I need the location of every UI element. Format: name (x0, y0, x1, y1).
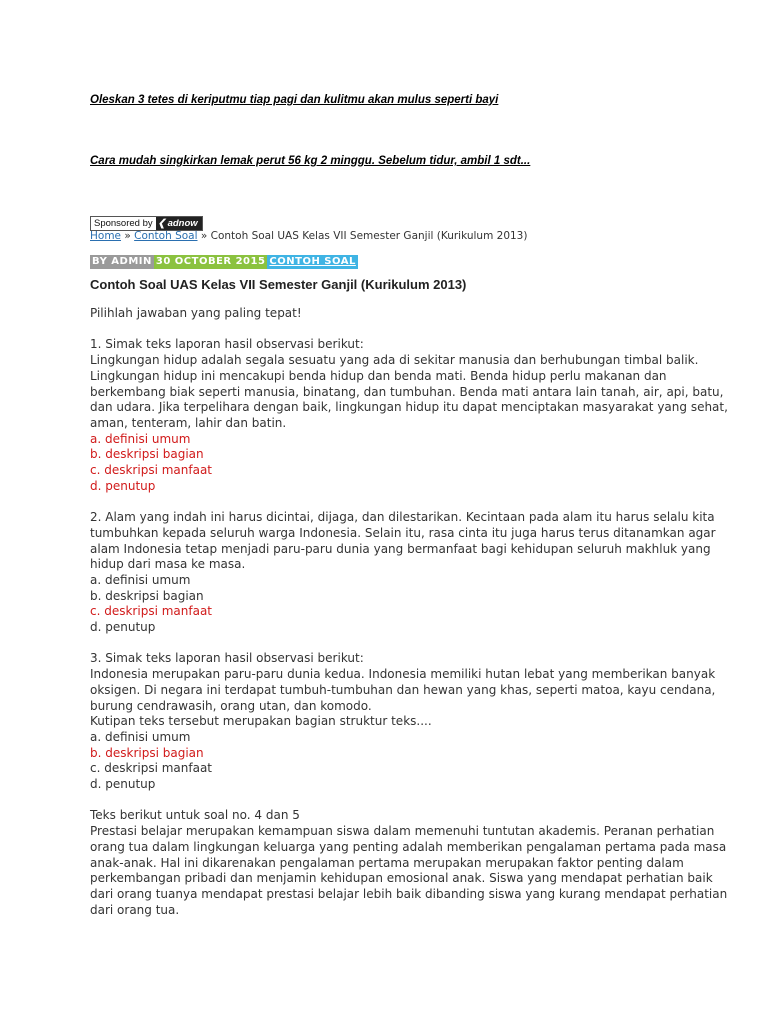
question-2-text: hidup dari masa ke masa. (90, 557, 246, 572)
question-3-text: Indonesia merupakan paru-paru dunia kedua. Indonesia memiliki hutan lebat yang memberikan banyak (90, 667, 716, 682)
question-2-text: alam Indonesia tetap menjadi paru-paru dunia yang bermanfaat bagi kehidupan seluruh makhluk yang (90, 541, 711, 556)
post-category-link[interactable]: CONTOH SOAL (269, 256, 356, 267)
post-meta (90, 255, 358, 269)
question-1-text: berkembang biak seperti manusia, binatang, dan tumbuhan. Benda mati antara lain tanah, air, api, batu, (90, 384, 724, 399)
passage-4-5-text: dari orang tua. (90, 902, 180, 917)
breadcrumb-separator: » (197, 230, 211, 242)
question-1-option-d: d. penutup (90, 478, 156, 493)
question-3-option-c: c. deskripsi manfaat (90, 761, 212, 776)
question-3-text: burung cendrawasih, orang utan, dan komodo. (90, 698, 372, 713)
passage-4-5-text: dari orang tuanya mendapat prestasi belajar lebih baik dibanding siswa yang kurang mendapat perhatian (90, 886, 728, 901)
sponsored-by-adnow-badge[interactable] (90, 216, 203, 231)
adnow-logo (156, 217, 202, 230)
post-date-label[interactable]: 30 OCTOBER 2015 (155, 256, 266, 267)
instruction-text: Pilihlah jawaban yang paling tepat! (90, 306, 302, 320)
question-1-text: aman, tenteram, lahir dan batin. (90, 415, 287, 430)
ad-link-belly-fat[interactable]: Cara mudah singkirkan lemak perut 56 kg 2 minggu. Sebelum tidur, ambil 1 sdt... (90, 155, 531, 167)
question-3-text: oksigen. Di negara ini terdapat tumbuh-tumbuhan dan hewan yang khas, seperti matoa, kayu cendana, (90, 682, 716, 697)
passage-4-5-text: anak-anak. Hal ini dikarenakan pengalaman pertama merupakan merupakan faktor penting dalam (90, 855, 684, 870)
question-1-text: dan udara. Jika terpelihara dengan baik, lingkungan hidup itu dapat menciptakan masyarakat yang sehat, (90, 400, 728, 415)
breadcrumb-category-link[interactable]: Contoh Soal (134, 230, 198, 242)
adnow-brand-text: adnow (167, 218, 198, 229)
post-author-label[interactable]: BY ADMIN (92, 256, 152, 267)
passage-4-5-heading: Teks berikut untuk soal no. 4 dan 5 (90, 808, 300, 823)
breadcrumb-current: Contoh Soal UAS Kelas VII Semester Ganjil (Kurikulum 2013) (210, 230, 528, 242)
question-1-option-b: b. deskripsi bagian (90, 447, 204, 462)
question-1-option-a: a. definisi umum (90, 431, 191, 446)
ad-link-wrinkle[interactable]: Oleskan 3 tetes di keriputmu tiap pagi dan kulitmu akan mulus seperti bayi (90, 94, 499, 106)
passage-4-5-text: Prestasi belajar merupakan kemampuan siswa dalam memenuhi tuntutan akademis. Peranan perhatian (90, 824, 715, 839)
question-2-option-c-answer: c. deskripsi manfaat (90, 604, 212, 619)
question-3-heading: 3. Simak teks laporan hasil observasi berikut: (90, 651, 364, 666)
question-1-option-c: c. deskripsi manfaat (90, 463, 212, 478)
question-2-option-d: d. penutup (90, 620, 156, 635)
question-1-text: Lingkungan hidup adalah segala sesuatu yang ada di sekitar manusia dan berhubungan timbal balik. (90, 353, 699, 368)
sponsored-by-label: Sponsored by (91, 217, 156, 230)
question-2-text: tumbuhkan kepada seluruh warga Indonesia. Selain itu, rasa cinta itu juga harus terus ditanamkan agar (90, 525, 716, 540)
breadcrumb-separator: » (121, 230, 135, 242)
post-content (90, 306, 728, 918)
question-2-option-b: b. deskripsi bagian (90, 588, 204, 603)
breadcrumb (90, 230, 527, 242)
adnow-logo-icon: ❮ (157, 218, 166, 229)
question-3-text: Kutipan teks tersebut merupakan bagian struktur teks.... (90, 714, 432, 729)
question-3-option-a: a. definisi umum (90, 729, 191, 744)
passage-4-5-text: perkembangan pribadi dan menjamin kehidupan emosional anak. Siswa yang mendapat perhatian baik (90, 871, 713, 886)
question-3-option-b-answer: b. deskripsi bagian (90, 745, 204, 760)
question-2-text: 2. Alam yang indah ini harus dicintai, dijaga, dan dilestarikan. Kecintaan pada alam itu harus selalu kita (90, 510, 715, 525)
question-2-option-a: a. definisi umum (90, 572, 191, 587)
question-1-text: Lingkungan hidup ini mencakupi benda hidup dan benda mati. Benda hidup perlu makanan dan (90, 368, 667, 383)
passage-4-5-text: orang tua dalam lingkungan keluarga yang penting adalah memberikan pengalaman pertama pada masa (90, 839, 727, 854)
question-1-heading: 1. Simak teks laporan hasil observasi berikut: (90, 337, 364, 352)
post-title: Contoh Soal UAS Kelas VII Semester Ganjil (Kurikulum 2013) (90, 277, 467, 292)
breadcrumb-home-link[interactable]: Home (90, 230, 122, 242)
question-3-option-d: d. penutup (90, 777, 156, 792)
